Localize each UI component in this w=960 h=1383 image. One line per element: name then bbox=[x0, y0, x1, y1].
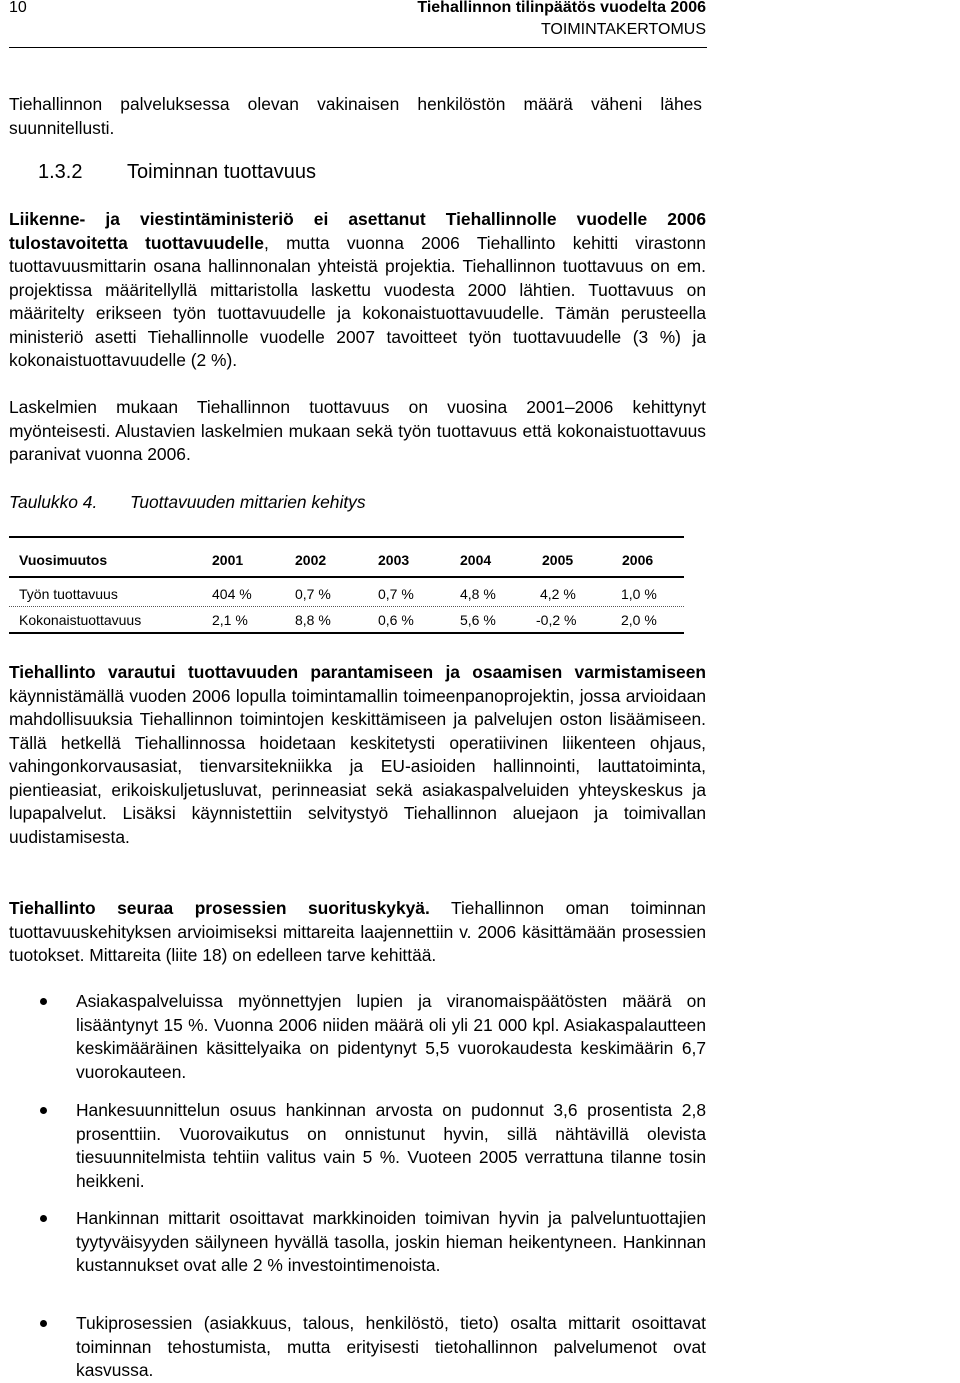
paragraph-process-performance bbox=[9, 897, 706, 968]
table-rule-header bbox=[9, 576, 684, 578]
bullet-dot bbox=[40, 1320, 47, 1327]
list-item: Hankesuunnittelun osuus hankinnan arvosta on pudonnut 3,6 prosentista 2,8 prosenttiin. Vuorovaikutus on onnistunut hyvin, sillä nähtävillä olevista tiesuunnitelmista tehtiin valitus vain 5 %. Vuoteen 2005 verrattuna tilanne tosin heikkeni. bbox=[76, 1100, 706, 1191]
intro-paragraph: Tiehallinnon palveluksessa olevan vakinaisen henkilöstön määrä väheni lähes suunnitellusti. bbox=[9, 94, 702, 138]
table-rule-row bbox=[9, 606, 684, 607]
table-cell: 1,0 % bbox=[621, 586, 657, 602]
table-header-cell: 2003 bbox=[378, 552, 410, 568]
table-caption-label: Taulukko 4. bbox=[9, 492, 98, 512]
table-header-cell: 2001 bbox=[212, 552, 244, 568]
table-cell: 0,7 % bbox=[378, 586, 414, 602]
table-cell: 5,6 % bbox=[460, 612, 496, 628]
bullet-dot bbox=[40, 1215, 47, 1222]
table-header-cell: Vuosimuutos bbox=[19, 552, 108, 568]
table-cell: 0,6 % bbox=[378, 612, 414, 628]
table-header-cell: 2004 bbox=[460, 552, 492, 568]
page-number: 10 bbox=[9, 0, 27, 16]
bullet-dot bbox=[40, 1107, 47, 1114]
bullet-dot bbox=[40, 998, 47, 1005]
table-cell: 2,0 % bbox=[621, 612, 657, 628]
table-row-label: Työn tuottavuus bbox=[19, 586, 118, 602]
paragraph-preparation bbox=[9, 661, 706, 849]
table-cell: 0,7 % bbox=[295, 586, 331, 602]
table-cell: 4,2 % bbox=[540, 586, 576, 602]
table-caption-title: Tuottavuuden mittarien kehitys bbox=[130, 492, 366, 512]
paragraph-lead-bold: Tiehallinto varautui tuottavuuden parantamiseen ja osaamisen varmistamiseen bbox=[9, 662, 706, 682]
list-item: Asiakaspalveluissa myönnettyjen lupien ja viranomaispäätösten määrä on lisääntynyt 15 %. Vuonna 2006 niiden määrä oli yli 21 000 kpl. Asiakaspalautteen keskimääräinen käsittelyaika on pidentynyt 5,5 vuorokaudesta keskimäärin 6,7 vuorokauteen. bbox=[76, 991, 706, 1082]
table-caption bbox=[9, 491, 366, 515]
paragraph-lead-bold: Liikenne- ja viestintäministeriö ei asettanut Tiehallinnolle vuodelle 2006 tulostavoitetta tuottavuudelle bbox=[9, 209, 706, 253]
list-item: Tukiprosessien (asiakkuus, talous, henkilöstö, tieto) osalta mittarit osoittavat toiminnan tehostumista, mutta erityisesti tietohallinnon palvelumenot ovat kasvussa. bbox=[76, 1313, 706, 1380]
running-subtitle: TOIMINTAKERTOMUS bbox=[540, 21, 706, 38]
running-title: Tiehallinnon tilinpäätös vuodelta 2006 bbox=[417, 0, 706, 16]
table-header-cell: 2002 bbox=[295, 552, 327, 568]
table-cell: 2,1 % bbox=[212, 612, 248, 628]
section-title: Toiminnan tuottavuus bbox=[127, 161, 317, 183]
table-row-label: Kokonaistuottavuus bbox=[19, 612, 142, 628]
table-rule-bottom bbox=[9, 632, 684, 634]
section-heading bbox=[38, 160, 317, 184]
list-item: Hankinnan mittarit osoittavat markkinoiden toimivan hyvin ja palveluntuottajien tyytyväisyyden säilyneen hyvällä tasolla, joskin hieman heikentyneen. Hankinnan kustannukset ovat alle 2 % investointimenoista. bbox=[76, 1208, 706, 1275]
paragraph-rest: käynnistämällä vuoden 2006 lopulla toimintamallin toimeenpanoprojektin, jossa arvioidaan mahdollisuuksia Tiehallinnon toimintojen keskittämiseen ja palvelujen oston lisäämiseen. Tällä hetkellä Tiehallinnossa hoidetaan keskitetysti operatiivinen liikenteen ohjaus, vahingonkorvausasiat, tienvarsitekniikka ja EU-asioiden hallinnointi, lauttatoiminta, pientieasiat, erikoiskuljetusluvat, perinneasiat sekä asiakaspalveluiden yhteyskeskus ja lupapalvelut. Lisäksi käynnistettiin selvitystyö Tiehallinnon aluejaon ja toimivallan uudistamisesta. bbox=[9, 685, 706, 847]
table-rule-top bbox=[9, 536, 684, 538]
header-rule bbox=[9, 47, 707, 48]
table-cell: -0,2 % bbox=[536, 612, 577, 628]
table-header-cell: 2005 bbox=[542, 552, 574, 568]
paragraph-productivity-targets bbox=[9, 208, 706, 373]
paragraph-development: Laskelmien mukaan Tiehallinnon tuottavuus on vuosina 2001–2006 kehittynyt myönteisesti. Alustavien laskelmien mukaan sekä työn tuottavuus että kokonaistuottavuus paranivat vuonna 2006. bbox=[9, 397, 706, 464]
paragraph-rest: Tiehallinnon oman toiminnan tuottavuuskehityksen arvioimiseksi mittareita laajennettiin v. 2006 käsittämään prosessien tuotokset. Mittareita (liite 18) on edelleen tarve kehittää. bbox=[9, 898, 706, 965]
table-header-cell: 2006 bbox=[622, 552, 654, 568]
table-cell: 404 % bbox=[212, 586, 252, 602]
paragraph-rest: , mutta vuonna 2006 Tiehallinto kehitti virastonn tuottavuusmittarin osana hallinnonalan yhteistä projektia. Tiehallinnon tuottavuus on em. projektissa määritellyllä mittaristolla laskettu vuodesta 2000 lähtien. Tuottavuus on määritelty erikseen työn tuottavuudelle ja kokonaistuottavuudelle. Tämän perusteella ministeriö asetti Tiehallinnolle vuodelle 2007 tavoitteet työn tuottavuudelle (3 %) ja kokonaistuottavuudelle (2 %). bbox=[9, 232, 706, 370]
paragraph-lead-bold: Tiehallinto seuraa prosessien suorituskykyä. bbox=[9, 898, 430, 918]
table-cell: 8,8 % bbox=[295, 612, 331, 628]
table-cell: 4,8 % bbox=[460, 586, 496, 602]
section-number: 1.3.2 bbox=[38, 161, 83, 183]
productivity-table bbox=[9, 536, 684, 636]
